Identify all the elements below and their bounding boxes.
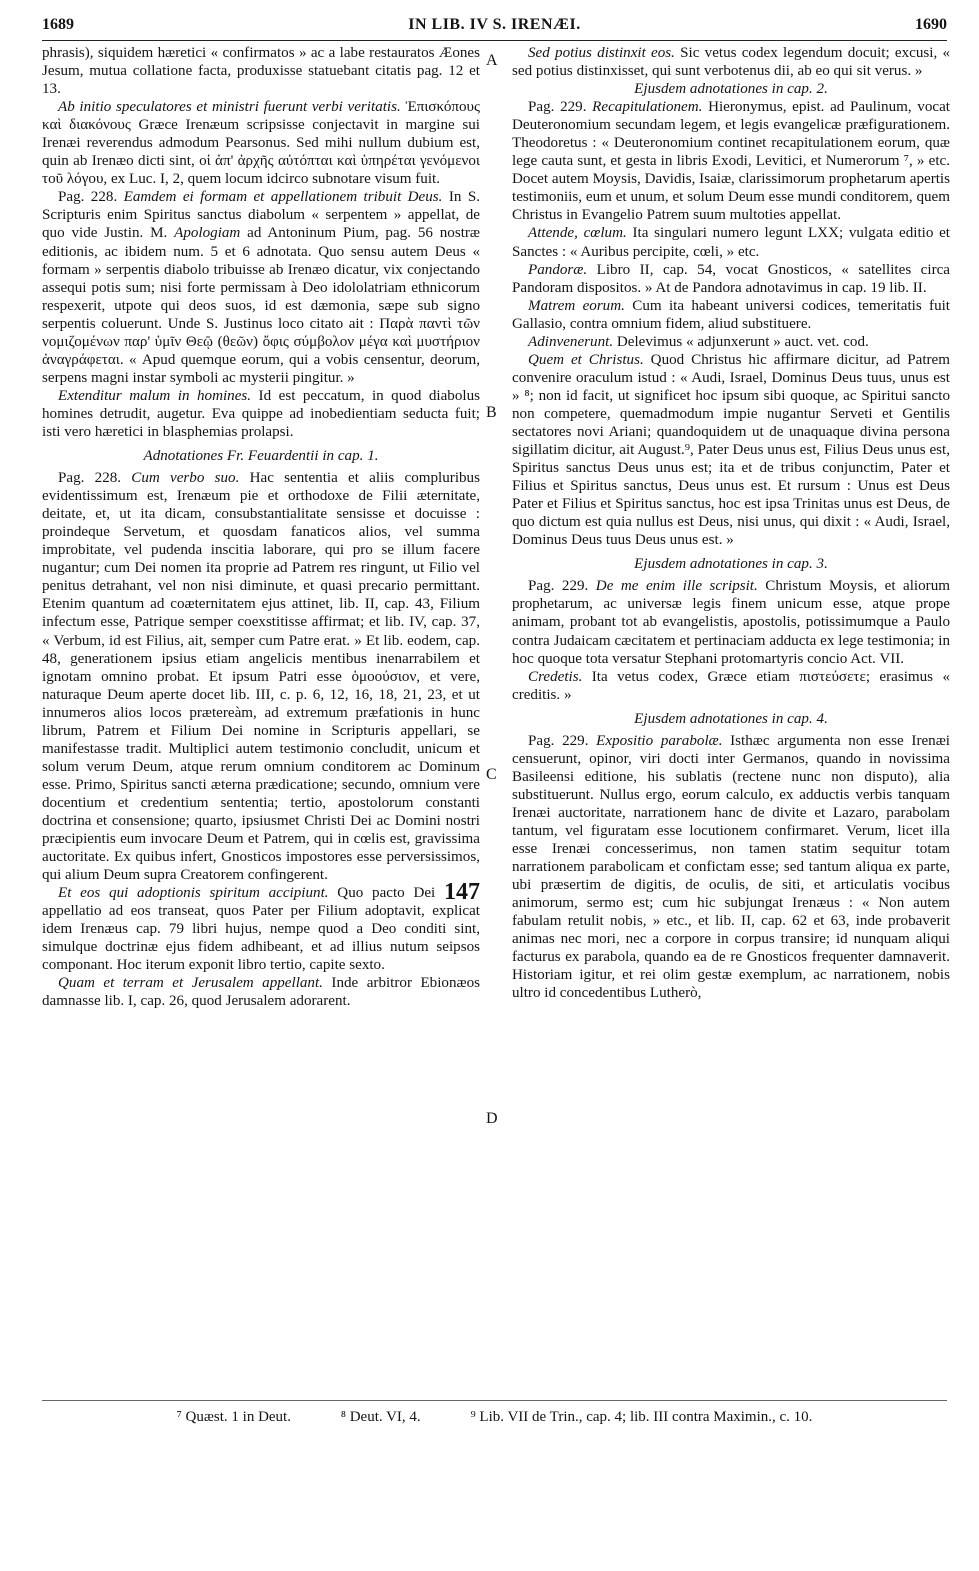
lemma: Extenditur malum in homines. (58, 387, 252, 404)
section-heading: Ejusdem adnotationes in cap. 3. (634, 556, 828, 573)
lemma: Adinvenerunt. (528, 333, 614, 350)
margin-letter-a: A (486, 52, 498, 69)
paragraph: Matrem eorum. Cum ita habeant universi codices, temeritatis fuit Gallasio, contra omnium fidem, aliud substituere. (512, 297, 951, 332)
lemma: Recapitulationem. (586, 99, 703, 116)
left-column (42, 44, 480, 1010)
page-ref: Pag. 228. (58, 189, 118, 206)
paragraph: Pag. 228. Cum verbo suo. Hac sententia et aliis compluribus evidentissimum est, Irenæum pie et orthodoxe de Filii æternitate, deitate, et, ut ita dicam, consubstantialitate sensisse et docuisse : proindeque Servetum, et quosdam fanaticos alios, vel summa improbitate, vel pudenda inscitia laborare, qui pro se illum facere nugantur; cum Dei nomen ita proprie ad Patrem res ringunt, ut Filio vel penitus detrahant, vel non nisi diminute, et quasi precario permittant. Etenim quantum ad coæternitatem ejus attinet, lib. II, cap. 43, Filium infectum esse, Patrique semper coexstitisse affirmat; et lib. IV, cap. 37, « Verbum, id est Filius, ait, semper cum Patre erat. » Et lib. eodem, cap. 48, generationem ipsius etiam angelicis mentibus inenarrabilem et ignotam omnino probat. Et ipsum Patri esse ὁμοούσιον, et vere, naturaque Deum aperte docet lib. III, c. p. 6, 12, 16, 18, 21, 23, et ut innumeros alios locos prætereàm, ad extremum præfationis in hunc librum, Patrem et Filium Dei nomine in Scripturis appellari, se manifestasse tradit. Multiplici autem testimonio concludit, unicum et solum verum Deum, atque rerum omnium conditorem ac Dominum esse. Primo, Spiritus sancti æterna prædicatione; secundo, omnium vere docentium et credentium sententia; tertio, apostolorum constanti doctrina et consensione; quarto, ipsiusmet Christi Dei ac Domini nostri præcipientis eum invocare Deum et Patrem, qui in cœlis est, gravissima auctoritate. Ex quibus infert, Gnosticos impostores esse perversissimos, qui alium Deum supra Creatorem confingerent. (42, 470, 480, 884)
page-number-right: 1690 (915, 16, 947, 33)
paragraph: Credetis. Ita vetus codex, Græce etiam πιστεύσετε; erasimus « creditis. » (512, 668, 950, 703)
section-heading: Ejusdem adnotationes in cap. 2. (634, 81, 828, 98)
lemma: Eamdem ei formam et appellationem tribuit Deus. (117, 189, 443, 206)
footnote: ⁹ Lib. VII de Trin., cap. 4; lib. III contra Maximin., c. 10. (470, 1409, 813, 1425)
lemma: Matrem eorum. (528, 297, 625, 314)
folio-number: 147 (444, 879, 480, 906)
section-heading: Ejusdem adnotationes in cap. 4. (634, 710, 828, 727)
paragraph: Pag. 228. Eamdem ei formam et appellationem tribuit Deus. In S. Scripturis enim Spiritus sanctus diabolum « serpentem » appellat, de quo vide Justin. M. Apologiam ad Antoninum Pium, pag. 56 nostræ editionis, ac ibidem num. 5 et 6 adnotata. Quo sensu autem Deus « formam » serpentis diabolo tribuisse ab Irenæo dicatur, vix conjectando assequi potis sum; nisi forte permissam à Deo idololatriam ethnicorum respexerit, utpote qui deos suos, id est dæmonia, sæpe sub signo serpentis coluerunt. Unde S. Justinus loco citato ait : Παρὰ παντὶ τῶν νομιζομένων παρ' ὑμῖν Θεῷ (θεῶν) ὄφις σύμβολον μέγα καὶ μυστήριον ἀναγράφεται. « Apud quemque eorum, qui a vobis censentur, deorum, serpens magni instar symboli ac mysterii pingitur. » (42, 189, 480, 386)
paragraph: Pag. 229. De me enim ille scripsit. Christum Moysis, et aliorum prophetarum, ac universæ legis finem unicum esse, atque prope animam, probant tot ab evangelistis, apostolis, potissimumque a Paulo contra Judaicam cæcitatem et pertinaciam adducta ex lege testimonia; in hoc quoque tota versatur Stephani protomartyris concio Act. VII. (512, 578, 950, 667)
paragraph: Adinvenerunt. Delevimus « adjunxerunt » auct. vet. cod. (528, 333, 869, 350)
footnotes (42, 1400, 947, 1426)
footnote: ⁸ Deut. VI, 4. (340, 1409, 421, 1425)
running-header (42, 16, 947, 41)
page-ref: Pag. 228. (58, 470, 122, 487)
running-title: IN LIB. IV S. IRENÆI. (408, 16, 581, 33)
margin-letter-c: C (486, 766, 497, 783)
lemma: Ab initio speculatores et ministri fuerunt verbi veritatis. (58, 99, 401, 116)
lemma: De me enim ille scripsit. (588, 578, 758, 595)
margin-letter-d: D (486, 1110, 498, 1127)
paragraph: Pag. 229. Recapitulationem. Hieronymus, epist. ad Paulinum, vocat Deuteronomium secundam legem, et legis evangelicæ præfigurationem. Theodoretus : « Deuteronomium continet recapitulationem eorum, quæ lege cauta sunt, et gesta in libris Exodi, Levitici, et Numerorum ⁷, » etc. Docet autem Moysis, Davidis, Isaiæ, clarissimorum prophetarum apertis testimoniis, eum et unum, et solum Deum esse mundi conditorem, quem Christus in Evangelio Patrem suum multoties appellat. (512, 99, 950, 224)
paragraph: Ab initio speculatores et ministri fuerunt verbi veritatis. Ἐπισκόπους καὶ διακόνους Græce Irenæum scripsisse conjectavit in margine sui Irenæi reverendus admodum Pearsonus. Sed mihi nullum dubium est, quin ab Irenæo dicti sint, οἱ ἀπ' ἀρχῆς αὐτόπται καὶ ὑπηρέται γενόμενοι τοῦ λόγου, ex Luc. I, 2, quem locum idcirco subnotare visum fuit. (42, 99, 480, 188)
page-ref: Pag. 229. (528, 732, 589, 749)
paragraph: Pag. 229. Expositio parabolæ. Isthæc argumenta non esse Irenæi censuerunt, opinor, viri docti inter Germanos, quando in novissima Basileensi editione, his sublatis (rectene nunc non disputo), alia substituerunt. Nullus ergo, eorum calculo, ex adductis verbis tanquam Irenæi auctoritate, narrationem hanc de divite et Lazaro, parabolam tantum, vel figuratam esse locutionem confirmaret. Verum, licet illa esse Irenæi concesserimus, non tamen statim sequitur totam narrationem parabolicam et confictam esse; sed tantum aliqua ex parte, ubi præsertim de digitis, de oculis, de siti, et articulatis vocibus animorum, sermo est; cum hic subjungat Irenæus : « Non autem fabulam retulit nobis, » etc., et lib. II, cap. 62 et 63, inde probaverit animas nec mori, nec a corpore in corpus transire; id nunquam aliqui facturus ex parabola, quando ea de re Gnosticos frequenter damnaverit. Historiam igitur, et rei olim gestæ exemplum, ac narrationem, nobis ultro id concedentibus Lutherò, (512, 732, 950, 1002)
paragraph: phrasis), siquidem hæretici « confirmatos » ac a labe restauratos Æones Jesum, mutua collatione facta, produxisse statuebant citatis pag. 12 et 13. (42, 45, 480, 98)
page-number-left: 1689 (42, 16, 74, 33)
paragraph: Et eos qui adoptionis spiritum accipiunt. Quo pacto Dei 147 appellatio ad eos transeat, quos Pater per Filium adoptavit, explicat idem Irenæus cap. 79 libri hujus, nempe quod a Deo conditi sint, simulque doctrinæ ejus fidem adhibeant, et ad illius nutum seipsos componant. Hoc iterum exponit libro tertio, capite sexto. (42, 879, 480, 974)
lemma: Sed potius distinxit eos. (528, 45, 675, 61)
lemma: Et eos qui adoptionis spiritum accipiunt. (58, 885, 329, 902)
lemma: Expositio parabolæ. (588, 732, 723, 749)
paragraph: Sed potius distinxit eos. Sic vetus codex legendum docuit; excusi, « sed potius distinxisset, qui sunt verbotenus dii, ab eo qui sit verus. » (512, 45, 950, 80)
page-ref: Pag. 229. (528, 578, 589, 595)
lemma: Credetis. (528, 668, 583, 685)
section-heading: Adnotationes Fr. Feuardentii in cap. 1. (143, 448, 379, 465)
footnote: ⁷ Quæst. 1 in Deut. (176, 1409, 291, 1425)
right-column (512, 44, 950, 1002)
lemma: Quam et terram et Jerusalem appellant. (58, 975, 323, 992)
lemma: Attende, cœlum. (528, 225, 627, 242)
lemma: Quem et Christus. (528, 351, 644, 368)
paragraph: Quam et terram et Jerusalem appellant. Inde arbitror Ebionæos damnasse lib. I, cap. 26, quod Jerusalem adorarent. (42, 975, 480, 1010)
lemma: Cum verbo suo. (121, 470, 240, 487)
paragraph: Attende, cœlum. Ita singulari numero legunt LXX; vulgata editio et Sanctes : « Auribus percipite, cœli, » etc. (512, 225, 951, 260)
paragraph: Pandoræ. Libro II, cap. 54, vocat Gnosticos, « satellites circa Pandoram dispositos. » At de Pandora adnotavimus in cap. 19 lib. II. (512, 261, 950, 296)
margin-letter-b: B (486, 404, 497, 421)
lemma: Pandoræ. (528, 261, 588, 278)
paragraph: Extenditur malum in homines. Id est peccatum, in quod diabolus homines detrudit, augetur. Eva quippe ad inobedientiam seducta fuit; isti vero hæretici in blasphemias prolapsi. (42, 387, 480, 440)
page-ref: Pag. 229. (528, 99, 587, 116)
paragraph: Quem et Christus. Quod Christus hic affirmare dicitur, ad Patrem convenire oraculum istud : « Audi, Israel, Dominus Deus tuus, unus est » ⁸; non id facit, ut significet hoc ipsum sibi quoque, ac Spiritui sancto non competere, quemadmodum impie nugantur Serveti et Gentilis sectatores novi Ariani; quandoquidem ut de unaquaque divina persona sigillatim dicitur, ait August.⁹, Pater Deus unus est, Filius Deus unus est, Spiritus sanctus Deus unus est; ita et de tribus conjunctim, Pater et Filius et Spiritus sanctus, Deus unus est. Et rursum : Unus est Deus Pater et Filius et Spiritus sanctus, hoc est ipsa Trinitas unus est Deus, de quo dictum est quia nullus est Deus, nisi unus, qui dixit : « Audi, Israel, Dominus Deus tuus Deus unus est. » (512, 351, 950, 549)
